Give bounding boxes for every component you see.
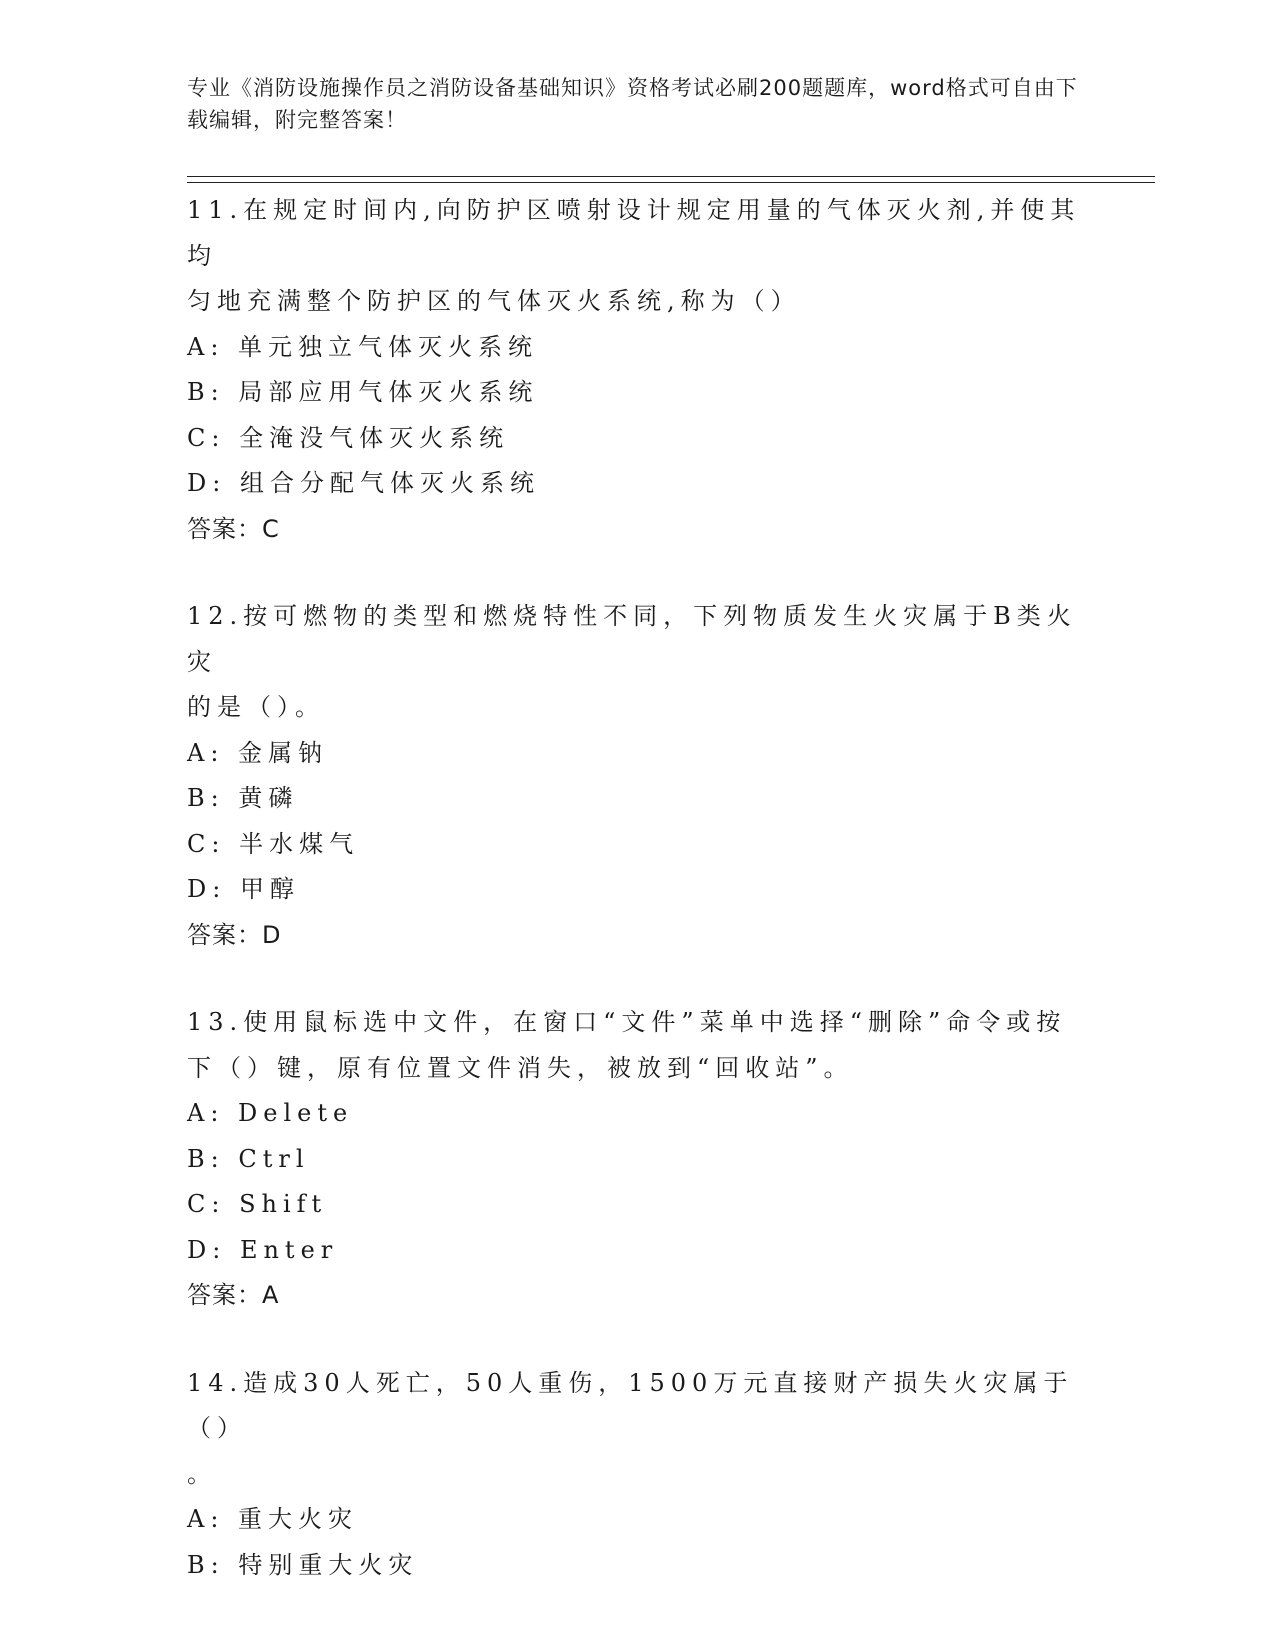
- header-divider-bottom: [187, 182, 1155, 183]
- answer-line: 答案：C: [187, 514, 280, 543]
- question-stem-line: 下（）键，原有位置文件消失，被放到“回收站”。: [187, 1053, 854, 1082]
- option-a: A: 金属钠: [187, 738, 329, 767]
- option-a: A: 重大火灾: [187, 1505, 359, 1533]
- question-14: [187, 1361, 1087, 1589]
- option-c: C: Shift: [187, 1190, 328, 1218]
- option-b: B: 黄磷: [187, 784, 299, 812]
- option-b: B: Ctrl: [187, 1144, 310, 1173]
- option-d: D: 甲醇: [187, 875, 300, 903]
- question-stem-line: 。: [187, 1459, 217, 1488]
- question-stem-line: 的是（）。: [187, 693, 325, 721]
- header-divider-top: [187, 176, 1155, 177]
- option-c: C: 全淹没气体灭火系统: [187, 423, 510, 452]
- question-13: [187, 1000, 1087, 1319]
- question-list: [187, 188, 1087, 1588]
- option-b: B: 特别重大火灾: [187, 1550, 419, 1579]
- question-stem-line: 12.按可燃物的类型和燃烧特性不同，下列物质发生火灾属于B类火灾: [187, 602, 1077, 676]
- option-c: C: 半水煤气: [187, 829, 360, 858]
- question-12: [187, 594, 1087, 958]
- question-stem-line: 匀地充满整个防护区的气体灭火系统,称为（）: [187, 287, 801, 315]
- option-b: B: 局部应用气体灭火系统: [187, 378, 539, 406]
- option-a: A: 单元独立气体灭火系统: [187, 332, 539, 361]
- question-11: [187, 188, 1087, 552]
- question-stem-line: 13.使用鼠标选中文件，在窗口“文件”菜单中选择“删除”命令或按: [187, 1008, 1067, 1036]
- option-a: A: Delete: [187, 1099, 354, 1127]
- question-stem-line: 14.造成30人死亡，50人重伤，1500万元直接财产损失火灾属于（）: [187, 1368, 1074, 1442]
- answer-line: 答案：A: [187, 1281, 280, 1309]
- question-stem-line: 11.在规定时间内,向防护区喷射设计规定用量的气体灭火剂,并使其均: [187, 196, 1081, 270]
- document-header: 专业《消防设施操作员之消防设备基础知识》资格考试必刷200题题库，word格式可自由下载编辑，附完整答案！: [187, 76, 1078, 132]
- answer-line: 答案：D: [187, 920, 282, 949]
- option-d: D: Enter: [187, 1235, 339, 1264]
- option-d: D: 组合分配气体灭火系统: [187, 469, 540, 497]
